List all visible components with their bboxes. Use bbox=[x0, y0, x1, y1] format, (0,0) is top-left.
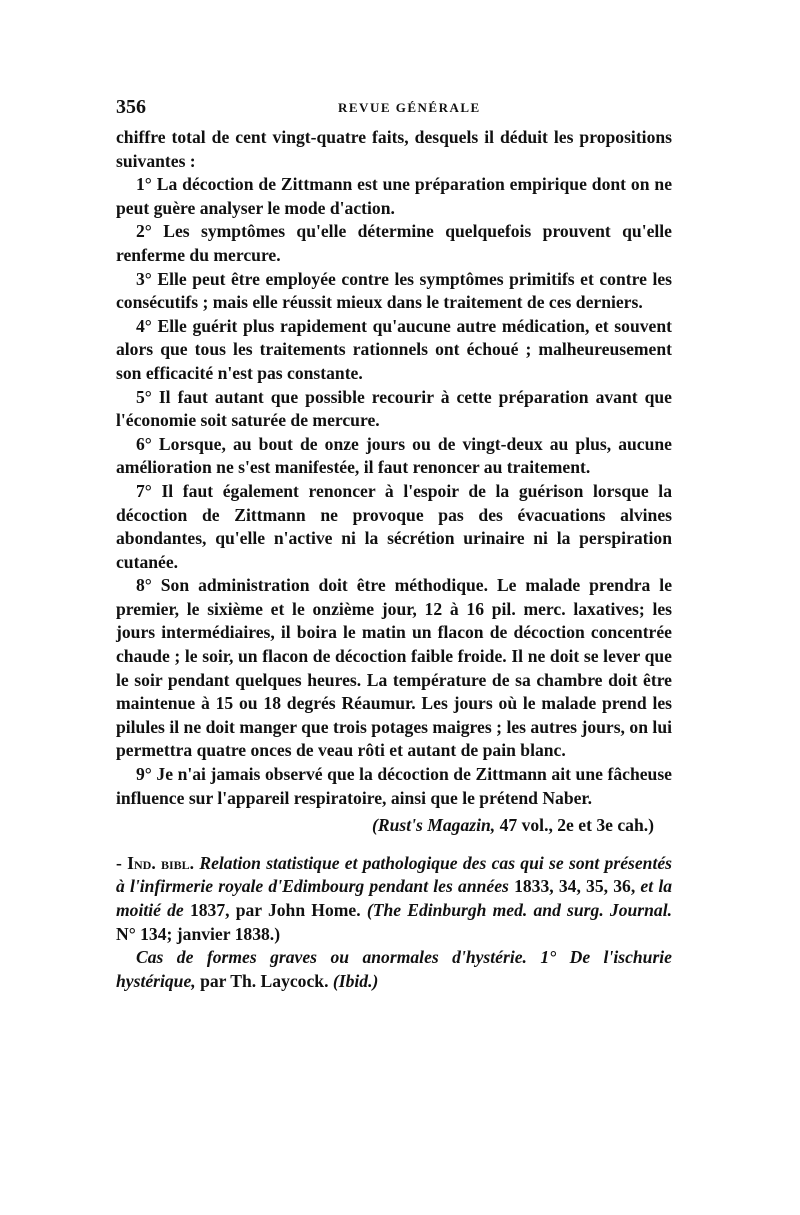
proposition-6: 6° Lorsque, au bout de onze jours ou de vingt-deux au plus, aucune amélioration ne s'est manifestée, il faut renoncer au traitement. bbox=[116, 433, 672, 478]
intro-paragraph: chiffre total de cent vingt-quatre faits, desquels il déduit les propositions suivantes : bbox=[116, 127, 672, 171]
bibliography-dash: - bbox=[116, 852, 128, 873]
proposition-4: 4° Elle guérit plus rapidement qu'aucune autre médication, et souvent alors que tous les traitements rationnels ont échoué ; malheureusement son efficacité n'est pas constante. bbox=[116, 315, 672, 383]
article-body bbox=[116, 126, 672, 993]
page-header bbox=[116, 96, 672, 126]
entry1-journal: (The Edinburgh med. and surg. Journal. bbox=[366, 900, 672, 920]
proposition-3: 3° Elle peut être employée contre les symptômes primitifs et contre les consécutifs ; mais elle réussit mieux dans le traitement de ces derniers. bbox=[116, 268, 672, 313]
entry1-mid: et la moitié de bbox=[116, 876, 673, 920]
bibliography-label: Ind. bibl. bbox=[127, 852, 195, 873]
proposition-5: 5° Il faut autant que possible recourir à cette préparation avant que l'économie soit saturée de mercure. bbox=[116, 386, 672, 431]
entry1-years: 1833, 34, 35, 36, bbox=[514, 876, 636, 897]
bibliography-entry-2 bbox=[116, 946, 672, 993]
entry2-author: par Th. Laycock. bbox=[200, 970, 329, 991]
proposition-7: 7° Il faut également renoncer à l'espoir de la guérison lorsque la décoction de Zittmann ne provoque pas des évacuations alvines abondantes, qu'elle n'active ni la sécrétion urinaire ni la perspiration cutanée. bbox=[116, 480, 672, 572]
citation-volume: 47 vol., 2e et 3e cah.) bbox=[499, 815, 654, 836]
citation-source: (Rust's Magazin, bbox=[371, 815, 496, 836]
page-number: 356 bbox=[116, 96, 146, 118]
entry2-ref: (Ibid.) bbox=[332, 970, 379, 991]
bibliography-entry-1 bbox=[116, 852, 672, 946]
entry2-title: Cas de formes graves ou anormales d'hystérie. 1° De l'ischurie hystérique, bbox=[116, 947, 672, 991]
entry1-title: Relation statistique et pathologique des cas qui se sont présentés à l'infirmerie royale d'Edimbourg pendant les années bbox=[116, 852, 672, 897]
proposition-2: 2° Les symptômes qu'elle détermine quelquefois prouvent qu'elle renferme du mercure. bbox=[116, 221, 672, 265]
running-title: REVUE GÉNÉRALE bbox=[338, 100, 481, 115]
entry1-tail: 1837, par John Home. bbox=[189, 900, 361, 920]
proposition-9: 9° Je n'ai jamais observé que la décoction de Zittmann ait une fâcheuse influence sur l'appareil respiratoire, ainsi que le prétend Naber. bbox=[116, 764, 672, 808]
source-citation bbox=[116, 814, 672, 838]
proposition-8: 8° Son administration doit être méthodique. Le malade prendra le premier, le sixième et le onzième jour, 12 à 16 pil. merc. laxatives; les jours intermédiaires, il boira le matin un flacon de décoction concentrée chaude ; le soir, un flacon de décoction faible froide. Il ne doit se lever que le soir pendant quelques heures. La température de sa chambre doit être maintenue à 15 ou 18 degrés Réaumur. Les jours où le malade prend les pilules il ne doit manger que trois potages maigres ; les autres jours, on lui permettra quatre onces de veau rôti et autant de pain blanc. bbox=[116, 575, 672, 761]
entry1-issue: N° 134; janvier 1838.) bbox=[116, 923, 281, 944]
book-page bbox=[116, 96, 672, 993]
proposition-1: 1° La décoction de Zittmann est une préparation empirique dont on ne peut guère analyser le mode d'action. bbox=[116, 174, 672, 218]
section-spacer bbox=[116, 838, 672, 844]
